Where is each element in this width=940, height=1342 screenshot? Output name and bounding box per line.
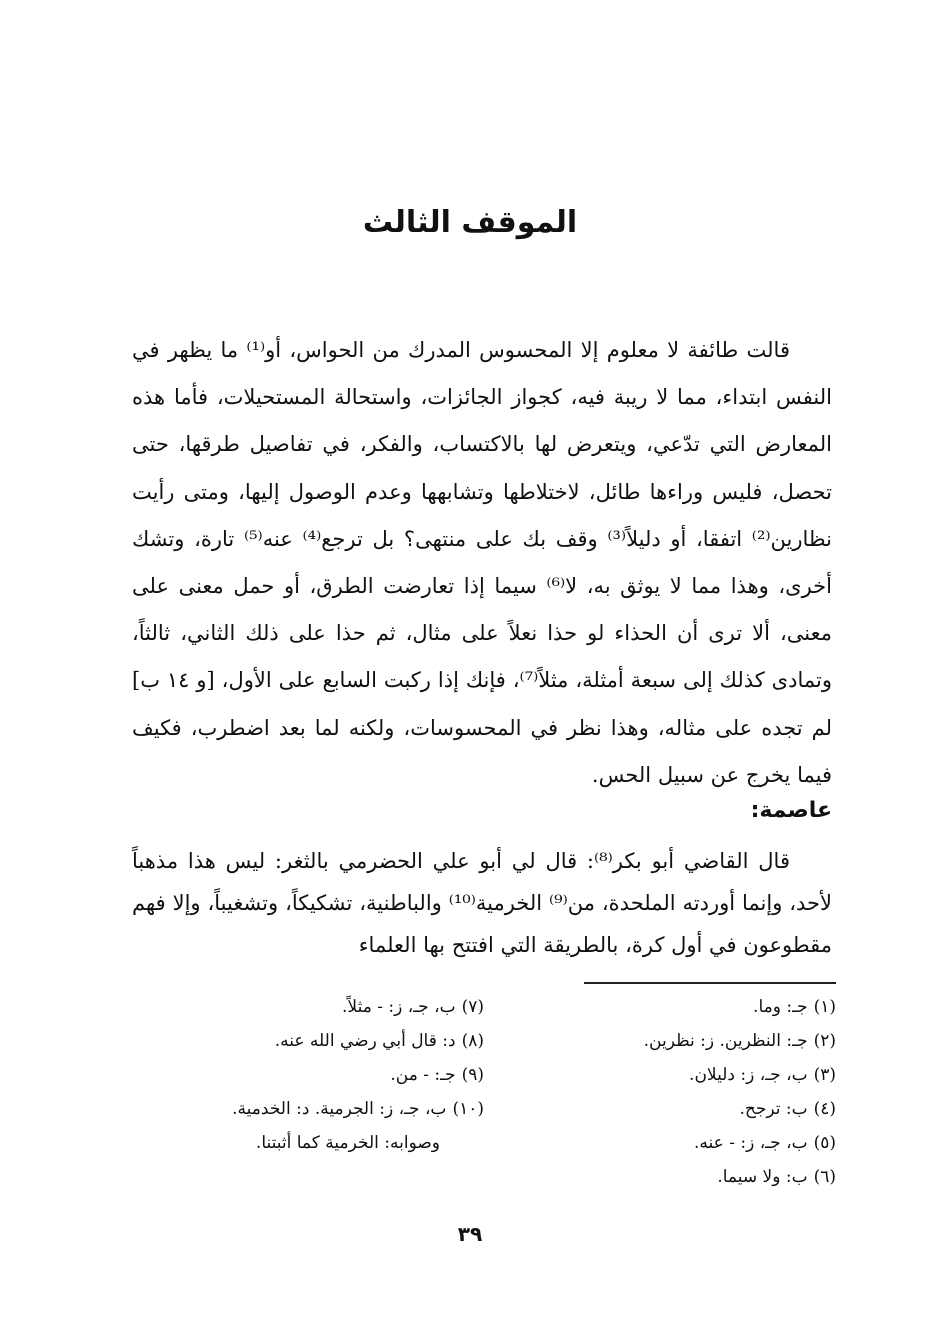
footnote-number: (٥) [813,1133,836,1153]
footnote-text: جـ: وما. [753,997,808,1017]
page-number: ٣٩ [457,1222,483,1246]
footnote-number: (١٠) [452,1099,484,1119]
section-paragraph: قال القاضي أبو بكر⁽⁸⁾: قال لي أبو علي الحضرمي بالثغر: ليس هذا مذهباً لأحد، وإنما أوردته الملحدة، من⁽⁹⁾ الخرمية⁽¹⁰⁾ والباطنية، تشكيكاً، وتشغيباً، وإلا فهم مقطوعون في أول كرة، بالطريقة التي افتتح بها العلماء [132,849,832,957]
footnote-divider [584,982,836,984]
footnote-10 [130,1092,484,1126]
footnote-number: (١) [813,997,836,1017]
footnote-5 [506,1126,836,1160]
footnote-7 [130,990,484,1024]
footnote-number: (٨) [461,1031,484,1051]
footnote-text: د: قال أبي رضي الله عنه. [274,1031,456,1051]
footnote-text: ب: ترجح. [739,1099,808,1119]
footnote-text: ب، جـ، ز: دليلان. [689,1065,808,1085]
footnotes-left-column [130,990,484,1160]
footnote-number: (٣) [813,1065,836,1085]
footnote-text: ب، جـ، ز: - عنه. [694,1133,808,1153]
footnote-number: (٢) [813,1031,836,1051]
footnote-6 [506,1160,836,1194]
footnote-2 [506,1024,836,1058]
footnote-number: (٤) [813,1099,836,1119]
footnote-3 [506,1058,836,1092]
section-paragraph-block [132,840,832,966]
footnote-1 [506,990,836,1024]
footnote-number: (٩) [461,1065,484,1085]
main-paragraph-block [132,327,832,799]
footnote-10-continuation [130,1126,484,1160]
footnote-text: جـ: النظرين. ز: نظرين. [643,1031,808,1051]
footnote-text: جـ: - من. [390,1065,456,1085]
section-heading: عاصمة: [750,798,832,823]
footnote-4 [506,1092,836,1126]
footnote-number: (٦) [813,1167,836,1187]
footnote-text: ب: ولا سيما. [717,1167,808,1187]
main-paragraph: قالت طائفة لا معلوم إلا المحسوس المدرك من الحواس، أو⁽¹⁾ ما يظهر في النفس ابتداء، مما لا ريبة فيه، كجواز الجائزات، واستحالة المستحيلات، فأما هذه المعارض التي تدّعي، ويتعرض لها بالاكتساب، والفكر، في تفاصيل طرقها، حتى تحصل، فليس وراءها طائل، لاختلاطها وتشابهها وعدم الوصول إليها، ومتى رأيت نظارين⁽²⁾ اتفقا، أو دليلاً⁽³⁾ وقف بك على منتهى؟ بل ترجع⁽⁴⁾ عنه⁽⁵⁾ تارة، وتشك أخرى، وهذا مما لا يوثق به، لا⁽⁶⁾ سيما إذا تعارضت الطرق، أو حمل معنى على معنى، ألا ترى أن الحذاء لو حذا نعلاً على مثال، ثم حذا على ذلك الثاني، ثالثاً، وتمادى كذلك إلى سبعة أمثلة، مثلاً⁽⁷⁾، فإنك إذا ركبت السابع على الأول، [و ١٤ ب] لم تجده على مثاله، وهذا نظر في المحسوسات، ولكنه لما بعد اضطرب، فكيف فيما يخرج عن سبيل الحس. [132,338,832,787]
chapter-title: الموقف الثالث [362,205,578,240]
footnote-text: ب، جـ، ز: الجرمية. د: الخدمية. [232,1099,447,1119]
footnote-9 [130,1058,484,1092]
footnote-text: وصوابه: الخرمية كما أثبتنا. [255,1133,440,1153]
footnote-text: ب، جـ، ز: - مثلاً. [342,997,456,1017]
footnotes [130,990,836,1200]
footnote-8 [130,1024,484,1058]
footnotes-right-column [506,990,836,1194]
footnote-number: (٧) [461,997,484,1017]
